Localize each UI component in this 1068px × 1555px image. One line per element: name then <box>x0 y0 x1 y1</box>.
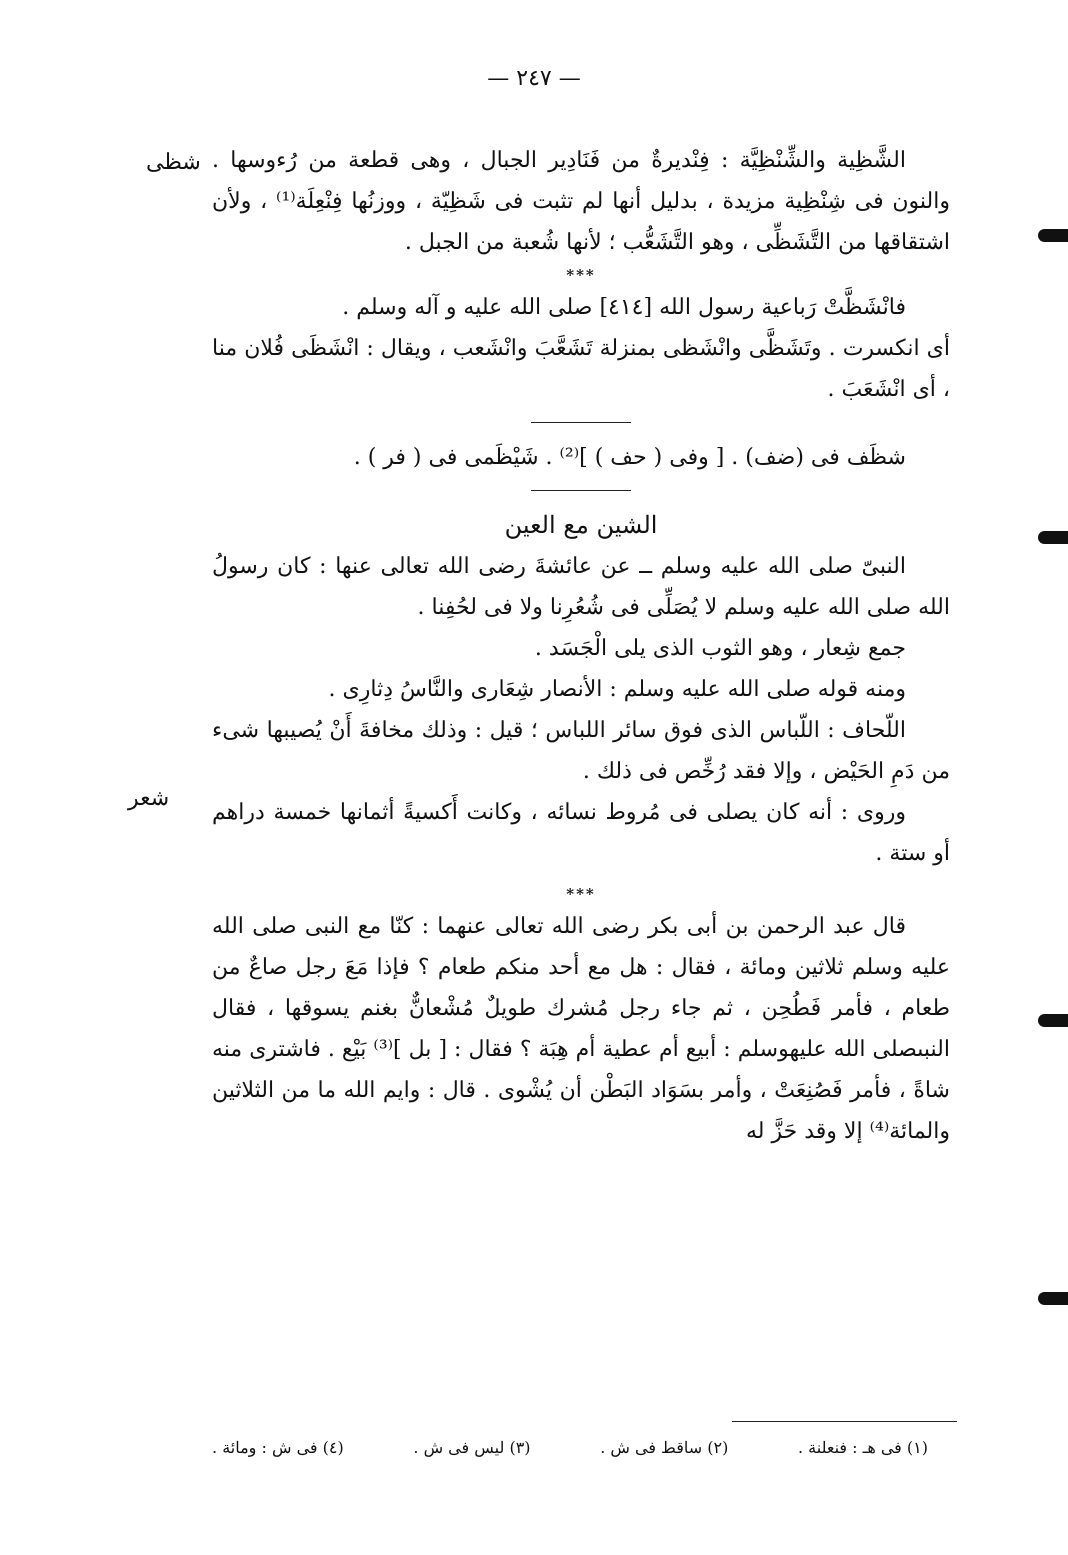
paragraph: اللّحاف : اللّباس الذى فوق سائر اللباس ؛ قيل : وذلك مخافةَ أَنْ يُصيبها شىء من دَمِ الحَيْض ، وإلا فقد رُخِّص فى ذلك . <box>212 718 950 784</box>
paragraph: جمع شِعار ، وهو الثوب الذى يلى الْجَسَد . <box>534 636 906 661</box>
scan-edge-mark <box>1038 531 1068 544</box>
margin-root-word: شعر <box>128 786 170 811</box>
page-number: — ٢٤٧ — <box>487 66 581 91</box>
main-text <box>212 140 950 1152</box>
paragraph: النبىّ صلى الله عليه وسلم ــ عن عائشةَ رضى الله تعالى عنها : كان رسولُ الله صلى الله عليه وسلم لا يُصَلِّى فى شُعُرِنا ولا فى لحُفِنا . <box>212 554 950 620</box>
paragraph: ومنه قوله صلى الله عليه وسلم : الأنصار شِعَارى والنَّاسُ دِثارِى . <box>328 677 906 702</box>
section-title: الشين مع العين <box>504 511 658 539</box>
paragraph: وروى : أنه كان يصلى فى مُروط نسائه ، وكانت أَكسيةً أثمانها خمسة دراهم أو ستة . <box>212 800 950 866</box>
scan-edge-mark <box>1038 1292 1068 1305</box>
footnote: (٣) ليس فى ش . <box>413 1438 531 1457</box>
scan-edge-mark <box>1038 1014 1068 1027</box>
paragraph: قال عبد الرحمن بن أبى بكر رضى الله تعالى عنهما : كنّا مع النبى صلى الله عليه وسلم ثلاثين ومائة ، فقال : هل مع أحد منكم طعام ؟ فإذا مَعَ رجل صاعٌ من طعام ، فأمر فَطُحِن ، ثم جاء رجل مُشرك طويلٌ مُشْعانٌّ بغنم يسوقها ، فقال النبىصلى الله عليهوسلم : أبيع أم عطية أم هِبَة ؟ فقال : [ بل ]⁽³⁾ بَيْع . فاشترى منه شاةً ، فأمر فَصُنِعَتْ ، وأمر بسَوَاد البَطْن أن يُشْوى . قال : وايم الله ما من الثلاثين والمائة⁽⁴⁾ إلا وقد حَزَّ له <box>212 914 950 1144</box>
paragraph: الشَّظِية والشِّنْظِيَّة : فِنْديرةٌ من فَنَادِير الجبال ، وهى قطعة من رُءوسها . والنون فى شِنْظِية مزيدة ، بدليل أنها لم تثبت فى شَظِيّة ، ووزنُها فِنْعِلَة⁽¹⁾ ، ولأن اشتقاقها من التَّشَظِّى ، وهو التَّشَعُّب ؛ لأنها شُعبة من الجبل . <box>212 148 950 255</box>
section-separator: *** <box>566 266 596 284</box>
paragraph: شظَف فى (ضف) . [ وفى ( حف ) ]⁽²⁾ . شَيْظَمى فى ( فر ) . <box>353 445 906 470</box>
footnote-divider <box>732 1421 957 1422</box>
scan-edge-mark <box>1038 229 1068 242</box>
section-separator: *** <box>566 885 596 903</box>
margin-root-word: شظى <box>146 150 201 175</box>
divider <box>531 422 631 423</box>
footnote: (٢) ساقط فى ش . <box>600 1438 729 1457</box>
paragraph: أى انكسرت . وتَشَظَّى وانْشَظى بمنزلة تَشَعَّبَ وانْشَعب ، ويقال : انْشَظَى فُلان منا ، أى انْشَعَبَ . <box>212 336 950 402</box>
footnote: (٤) فى ش : ومائة . <box>212 1438 344 1457</box>
divider <box>531 490 631 491</box>
footnote: (١) فى هـ : فنعلنة . <box>798 1438 928 1457</box>
footnotes <box>212 1438 928 1457</box>
paragraph: فانْشَظَّتْ رَباعية رسول الله [٤١٤] صلى الله عليه و آله وسلم . <box>342 295 906 320</box>
